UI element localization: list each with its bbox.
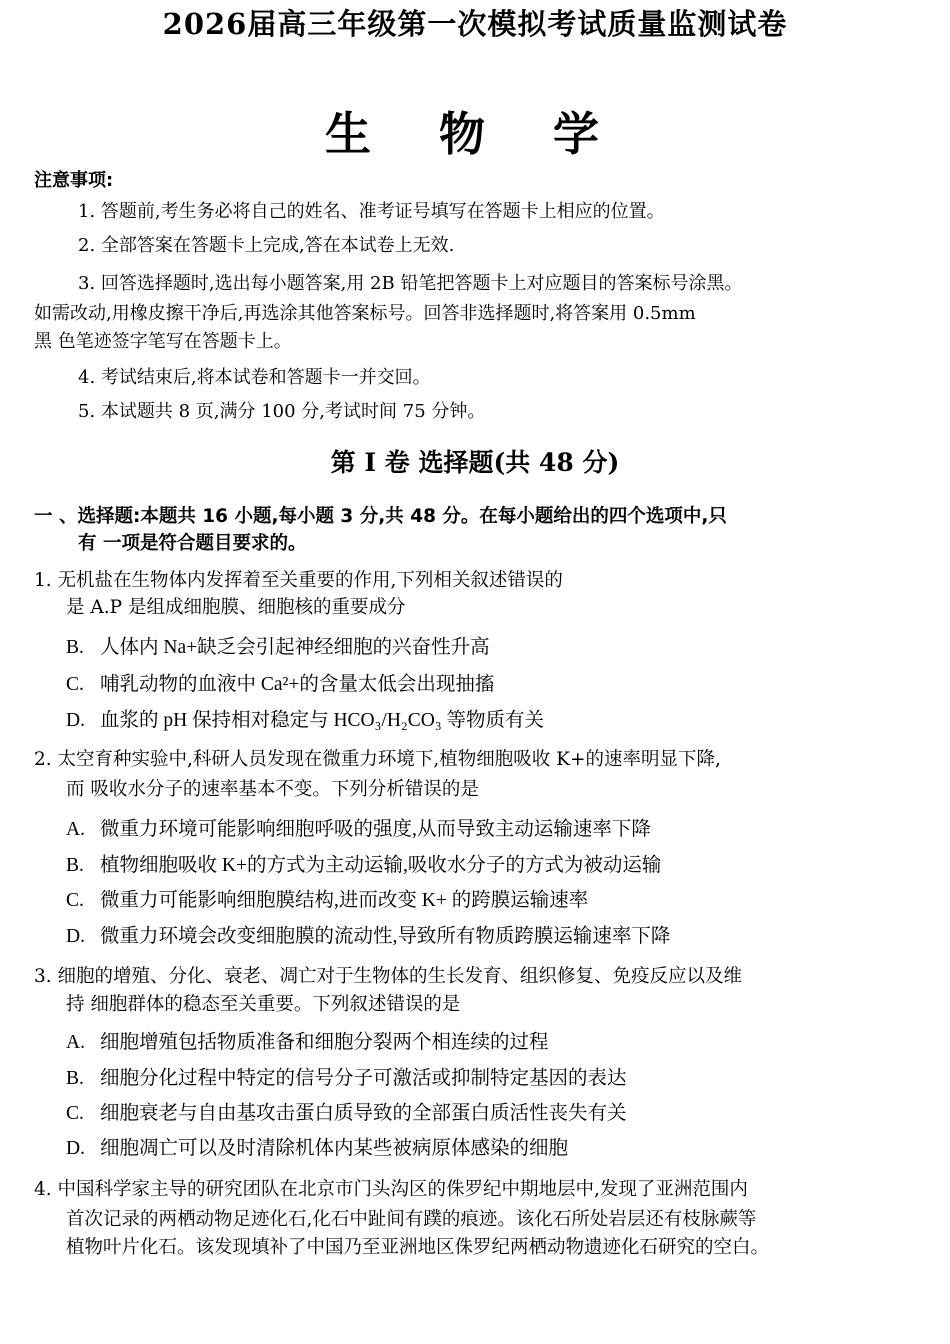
notice-item-3-text-1: 3. 回答选择题时,选出每小题答案,用 2B 铅笔把答题卡上对应题目的答案标号涂黑。 xyxy=(78,273,743,294)
option-text: 植物细胞吸收 K+的方式为主动运输,吸收水分子的方式为被动运输 xyxy=(100,855,662,876)
option-letter: C. xyxy=(66,1103,84,1124)
question-3-option-b xyxy=(66,1063,926,1095)
notice-item-4-text: 4. 考试结束后,将本试卷和答题卡一并交回。 xyxy=(78,367,431,388)
notice-item-3-cont: 如需改动,用橡皮擦干净后,再选涂其他答案标号。回答非选择题时,将答案用 0.5mm xyxy=(34,303,696,324)
question-1-option-d xyxy=(66,705,926,737)
option-letter: A. xyxy=(66,819,85,840)
question-2-option-b xyxy=(66,850,926,882)
option-letter: B. xyxy=(66,855,84,876)
notice-item-4 xyxy=(34,362,919,394)
instruction-line-2: 有 一项是符合题目要求的。 xyxy=(78,533,307,554)
option-text: 细胞凋亡可以及时清除机体内某些被病原体感染的细胞 xyxy=(100,1138,569,1159)
notice-item-3-cont-2: 黑 色笔迹签字笔写在答题卡上。 xyxy=(34,331,292,352)
question-2-stem-cont: 而 吸收水分子的速率基本不变。下列分析错误的是 xyxy=(66,779,479,800)
option-letter: D. xyxy=(66,926,85,947)
option-letter: B. xyxy=(66,637,84,658)
option-letter: D. xyxy=(66,1138,85,1159)
question-2-option-d xyxy=(66,921,926,953)
option-text: 细胞分化过程中特定的信号分子可激活或抑制特定基因的表达 xyxy=(100,1068,627,1089)
notice-item-2 xyxy=(34,230,919,262)
notice-item-5-text: 5. 本试题共 8 页,满分 100 分,考试时间 75 分钟。 xyxy=(78,401,486,422)
question-1-option-c xyxy=(66,669,926,701)
question-4-stem: 4. 中国科学家主导的研究团队在北京市门头沟区的侏罗纪中期地层中,发现了亚洲范围内 xyxy=(34,1179,748,1200)
question-1-option-b xyxy=(66,632,926,664)
option-text: 细胞衰老与自由基攻击蛋白质导致的全部蛋白质活性丧失有关 xyxy=(100,1103,627,1124)
question-2-option-a xyxy=(66,814,926,846)
subject-title: 生 物 学 xyxy=(324,107,626,161)
question-3-option-c xyxy=(66,1098,926,1130)
option-text: 细胞增殖包括物质准备和细胞分裂两个相连续的过程 xyxy=(100,1032,549,1053)
instruction-line-1: 一 、选择题:本题共 16 小题,每小题 3 分,共 48 分。在每小题给出的四个选项中,只 xyxy=(34,506,727,527)
option-letter: C. xyxy=(66,674,84,695)
question-3-option-d xyxy=(66,1133,926,1165)
notice-item-1-text: 1. 答题前,考生务必将自己的姓名、准考证号填写在答题卡上相应的位置。 xyxy=(78,201,665,222)
question-1-stem: 1. 无机盐在生物体内发挥着至关重要的作用,下列相关叙述错误的 xyxy=(34,570,563,591)
question-3-stem-cont: 持 细胞群体的稳态至关重要。下列叙述错误的是 xyxy=(66,994,461,1015)
option-text: 人体内 Na+缺乏会引起神经细胞的兴奋性升高 xyxy=(100,637,490,658)
option-text: 血浆的 pH 保持相对稳定与 HCO₃/H₂CO₃ 等物质有关 xyxy=(100,710,544,731)
notice-item-1 xyxy=(34,196,919,228)
option-letter: D. xyxy=(66,710,85,731)
option-text: 微重力环境可能影响细胞呼吸的强度,从而导致主动运输速率下降 xyxy=(100,819,651,840)
question-3-option-a xyxy=(66,1027,926,1059)
question-1-stem-cont: 是 A.P 是组成细胞膜、细胞核的重要成分 xyxy=(66,597,406,618)
question-2-stem: 2. 太空育种实验中,科研人员发现在微重力环境下,植物细胞吸收 K+的速率明显下降, xyxy=(34,749,721,770)
notice-item-5 xyxy=(34,396,919,428)
exam-title: 2026届高三年级第一次模拟考试质量监测试卷 xyxy=(162,7,788,41)
option-letter: A. xyxy=(66,1032,85,1053)
option-text: 微重力可能影响细胞膜结构,进而改变 K+ 的跨膜运输速率 xyxy=(100,890,589,911)
question-2-option-c xyxy=(66,885,926,917)
option-letter: C. xyxy=(66,890,84,911)
question-4-stem-cont: 首次记录的两栖动物足迹化石,化石中趾间有蹼的痕迹。该化石所处岩层还有枝脉蕨等 xyxy=(66,1209,757,1230)
question-4-stem-cont-2: 植物叶片化石。该发现填补了中国乃至亚洲地区侏罗纪两栖动物遗迹化石研究的空白。 xyxy=(66,1237,770,1258)
option-letter: B. xyxy=(66,1068,84,1089)
choice-instruction xyxy=(34,503,924,557)
question-3-stem: 3. 细胞的增殖、分化、衰老、凋亡对于生物体的生长发育、组织修复、免疫反应以及维 xyxy=(34,966,743,987)
notice-heading: 注意事项: xyxy=(34,170,114,191)
option-text: 哺乳动物的血液中 Ca²+的含量太低会出现抽搐 xyxy=(100,674,495,695)
section-heading: 第 I 卷 选择题(共 48 分) xyxy=(330,448,620,477)
option-text: 微重力环境会改变细胞膜的流动性,导致所有物质跨膜运输速率下降 xyxy=(100,926,671,947)
notice-item-3 xyxy=(34,268,919,300)
notice-item-2-text: 2. 全部答案在答题卡上完成,答在本试卷上无效. xyxy=(78,235,455,256)
